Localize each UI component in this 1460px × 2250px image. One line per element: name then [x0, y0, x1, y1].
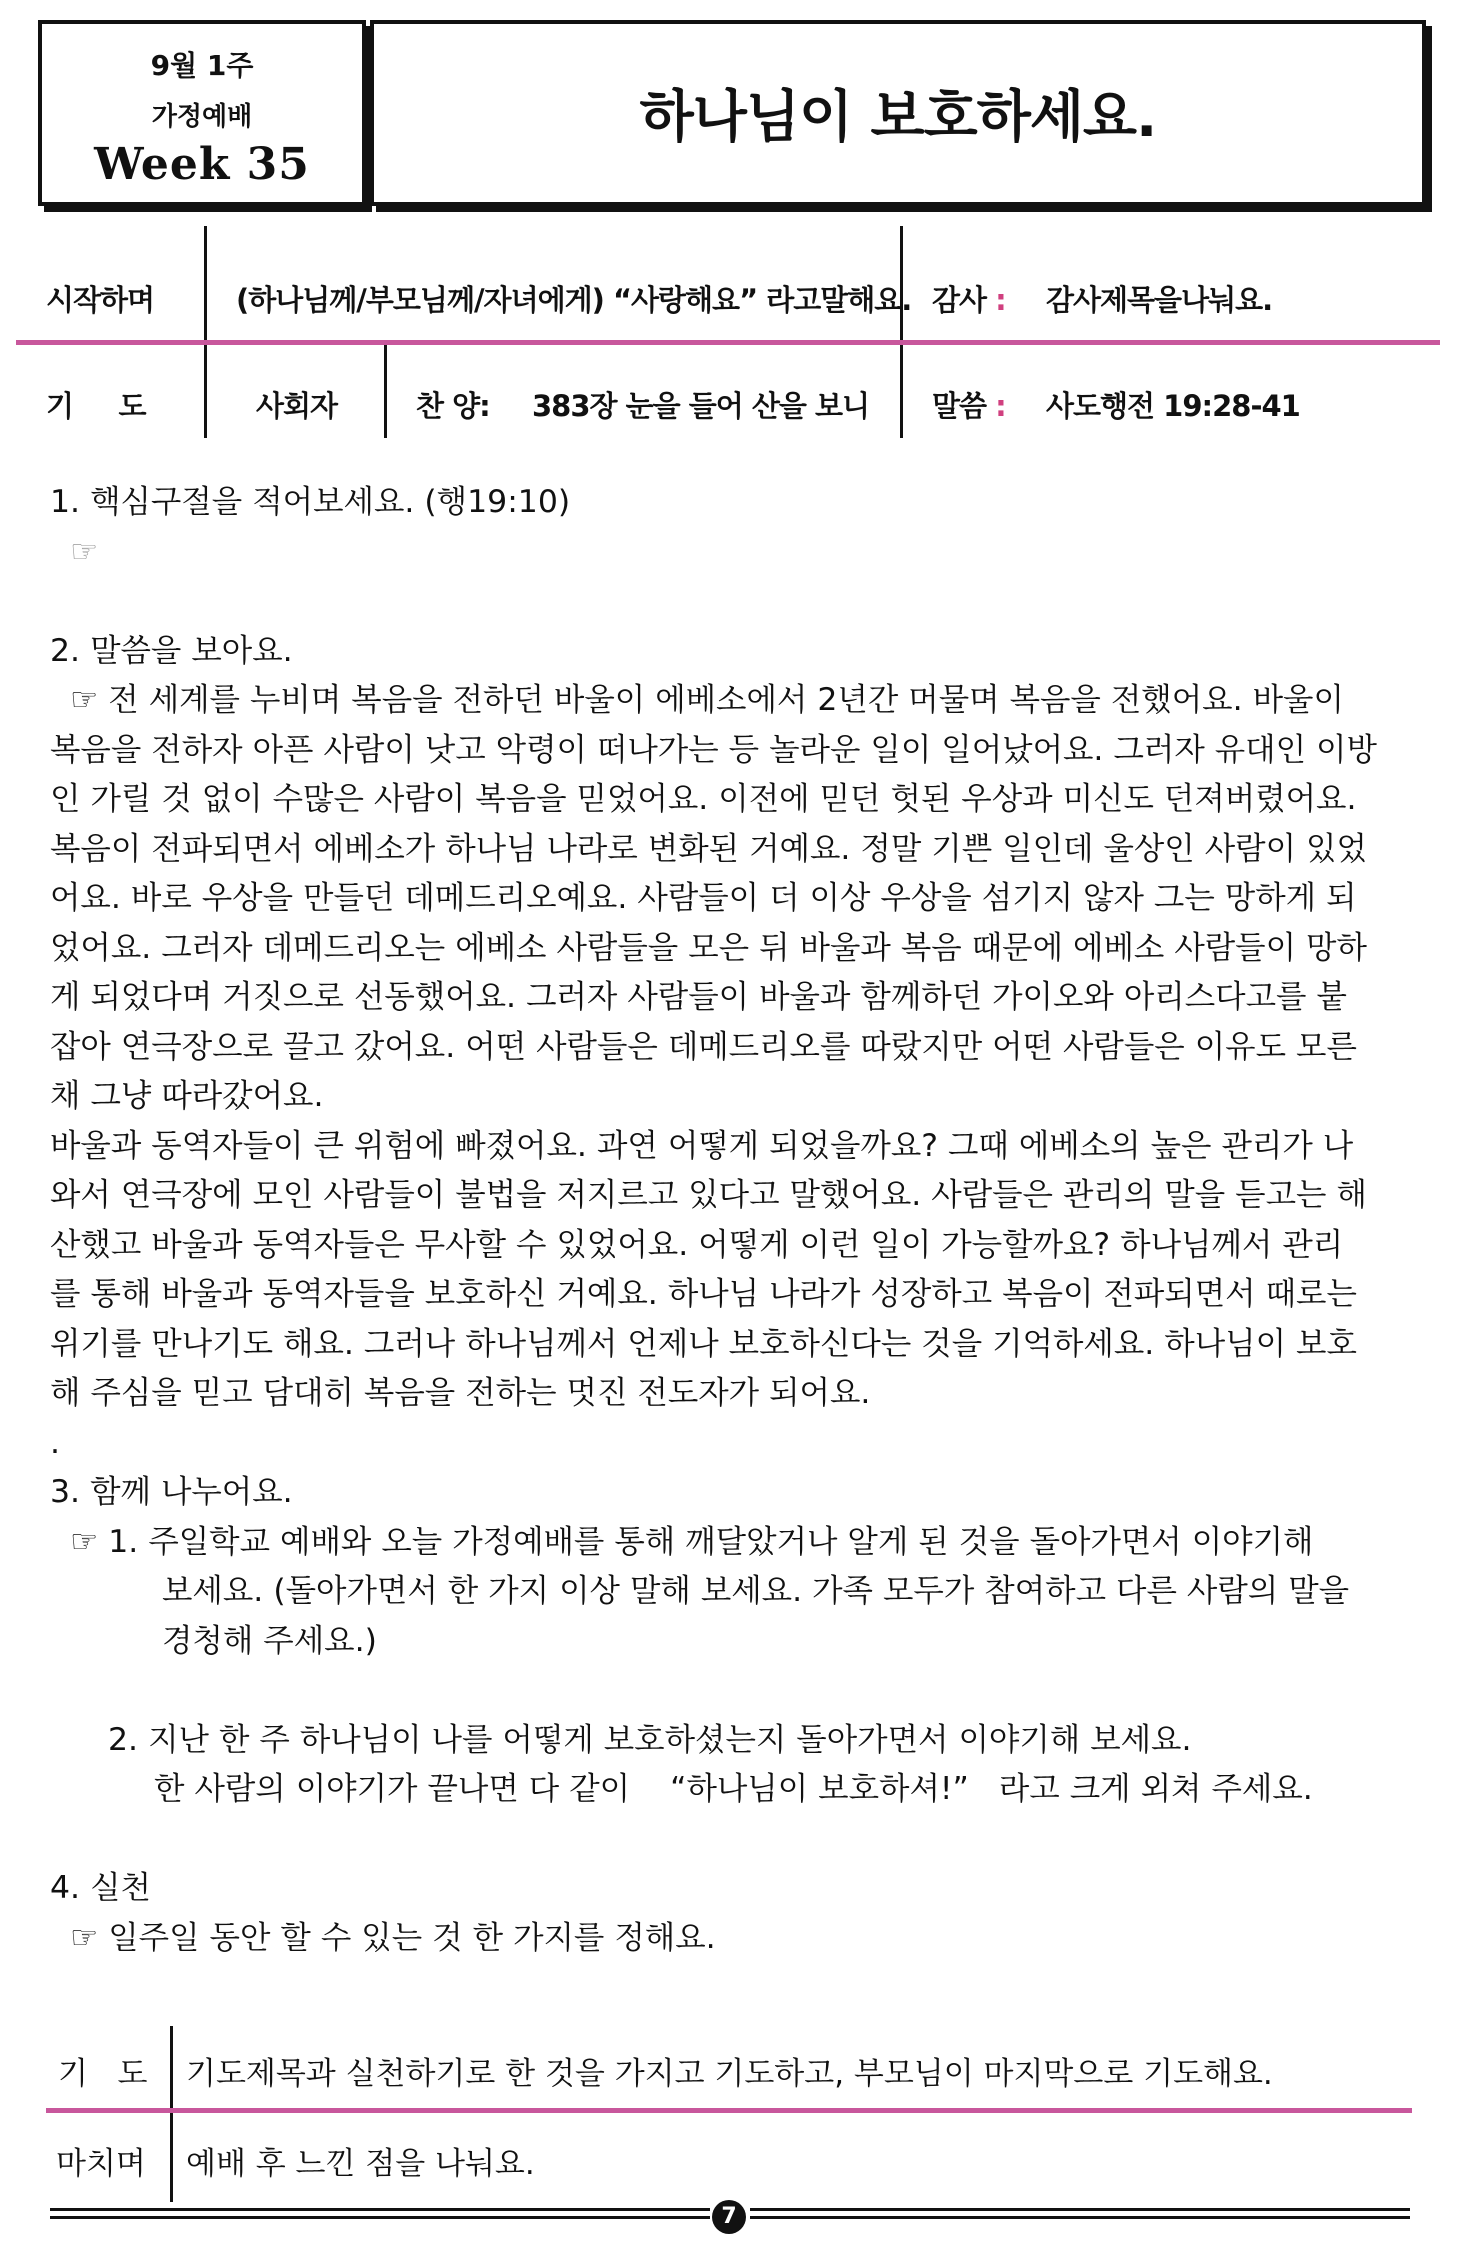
closing-end-label: 마치며	[56, 2146, 146, 2182]
scripture-story-line: ☞ 전 세계를 누비며 복음을 전하던 바울이 에베소에서 2년간 머물며 복음을 전했어요. 바울이	[70, 682, 1344, 718]
closing-prayer-label: 기 도	[58, 2056, 148, 2092]
scripture-story-line: 복음을 전하자 아픈 사람이 낫고 악령이 떠나가는 등 놀라운 일이 일어났어요. 그러자 유대인 이방	[50, 731, 1377, 768]
share-item-1-cont: 보세요. (돌아가면서 한 가지 이상 말해 보세요. 가족 모두가 참여하고 다른 사람의 말을	[162, 1573, 1350, 1609]
prayer-label: 기 도	[46, 389, 146, 423]
pointer-icon: ☞	[70, 533, 99, 570]
scripture-story-line: 해 주심을 믿고 담대히 복음을 전하는 멋진 전도자가 되어요.	[50, 1375, 871, 1411]
section2-heading: 2. 말씀을 보아요.	[50, 632, 293, 669]
week-date: 9월 1주	[150, 49, 254, 82]
scripture-story-line: 를 통해 바울과 동역자들을 보호하신 거예요. 하나님 나라가 성장하고 복음이 전파되면서 때로는	[50, 1276, 1357, 1312]
scripture-story-line: 었어요. 그러자 데메드리오는 에베소 사람들을 모은 뒤 바울과 복음 때문에 에베소 사람들이 망하	[50, 929, 1367, 966]
word-text: 사도행전 19:28-41	[1046, 389, 1300, 423]
scripture-story-line: 바울과 동역자들이 큰 위험에 빠졌어요. 과연 어떻게 되었을까요? 그때 에베소의 높은 관리가 나	[50, 1127, 1354, 1164]
scripture-story-line: 어요. 바로 우상을 만들던 데메드리오예요. 사람들이 더 이상 우상을 섬기지 않자 그는 망하게 되	[50, 880, 1357, 916]
closing-prayer-text: 기도제목과 실천하기로 한 것을 가지고 기도하고, 부모님이 마지막으로 기도해요.	[186, 2056, 1273, 2092]
start-label: 시작하며	[46, 283, 155, 317]
section2-body	[50, 676, 1430, 1468]
scripture-story-line: .	[50, 1424, 61, 1461]
share-item-1-cont: 경청해 주세요.)	[162, 1622, 377, 1659]
title-box	[370, 20, 1426, 206]
closing-divider	[170, 2026, 173, 2202]
word-label: 말씀 :	[932, 389, 1006, 423]
spacer	[50, 1815, 1430, 1865]
practice-line: ☞ 일주일 동안 할 수 있는 것 한 가지를 정해요.	[70, 1919, 716, 1956]
table-divider	[384, 344, 387, 438]
scripture-story-line: 게 되었다며 거짓으로 선동했어요. 그러자 사람들이 바울과 함께하던 가이오와 아리스다고를 붙	[50, 979, 1347, 1015]
spacer	[50, 577, 1430, 627]
closing-separator	[46, 2108, 1412, 2113]
scripture-story-line: 채 그냥 따라갔어요.	[50, 1078, 324, 1114]
section4-heading: 4. 실천	[50, 1870, 151, 1906]
scripture-story-line: 와서 연극장에 모인 사람들이 불법을 저지르고 있다고 말했어요. 사람들은 관리의 말을 듣고는 해	[50, 1177, 1367, 1213]
scripture-story-line: 산했고 바울과 동역자들은 무사할 수 있었어요. 어떻게 이런 일이 가능할까요? 하나님께서 관리	[50, 1226, 1344, 1263]
thanks-text: 감사제목을나눠요.	[1046, 283, 1273, 317]
table-separator	[16, 340, 1440, 345]
footer-line	[750, 2216, 1410, 2219]
closing-end-text: 예배 후 느낀 점을 나눠요.	[186, 2146, 535, 2182]
scripture-story-line: 위기를 만나기도 해요. 그러나 하나님께서 언제나 보호하신다는 것을 기억하세요. 하나님이 보호	[50, 1325, 1357, 1362]
start-text: (하나님께/부모님께/자녀에게) “사랑해요” 라고말해요.	[236, 283, 912, 317]
hymn-text: 383장 눈을 들어 산을 보니	[532, 389, 870, 423]
footer-line	[750, 2208, 1410, 2211]
table-divider	[204, 226, 207, 438]
footer-line	[50, 2216, 710, 2219]
section3-heading: 3. 함께 나누어요.	[50, 1474, 293, 1510]
scripture-story-line: 인 가릴 것 없이 수많은 사람이 복음을 믿었어요. 이전에 믿던 헛된 우상과 미신도 던져버렸어요.	[50, 781, 1357, 817]
table-divider	[900, 226, 903, 438]
share-item-1: ☞ 1. 주일학교 예배와 오늘 가정예배를 통해 깨달았거나 알게 된 것을 돌아가면서 이야기해	[70, 1523, 1314, 1560]
share-item-2-cont: 한 사람의 이야기가 끝나면 다 같이 “하나님이 보호하셔!” 라고 크게 외쳐 주세요.	[154, 1771, 1313, 1807]
share-item-2: 2. 지난 한 주 하나님이 나를 어떻게 보호하셨는지 돌아가면서 이야기해 보세요.	[108, 1721, 1192, 1758]
worship-type: 가정예배	[151, 102, 253, 132]
spacer	[50, 1666, 1430, 1716]
section1-heading: 1. 핵심구절을 적어보세요. (행19:10)	[50, 484, 571, 520]
footer-line	[50, 2208, 710, 2211]
scripture-story-line: 복음이 전파되면서 에베소가 하나님 나라로 변화된 거예요. 정말 기쁜 일인데 울상인 사람이 있었	[50, 830, 1367, 867]
page-title: 하나님이 보호하세요.	[639, 85, 1157, 150]
week-info-box	[38, 20, 366, 206]
page-number: 7	[712, 2200, 746, 2234]
leader-label: 사회자	[256, 389, 338, 423]
thanks-label: 감사 :	[932, 283, 1006, 317]
worship-content	[50, 478, 1430, 1963]
week-number: Week 35	[94, 139, 310, 190]
hymn-label: 찬 양:	[416, 389, 490, 423]
scripture-story-line: 잡아 연극장으로 끌고 갔어요. 어떤 사람들은 데메드리오를 따랐지만 어떤 사람들은 이유도 모른	[50, 1028, 1357, 1065]
